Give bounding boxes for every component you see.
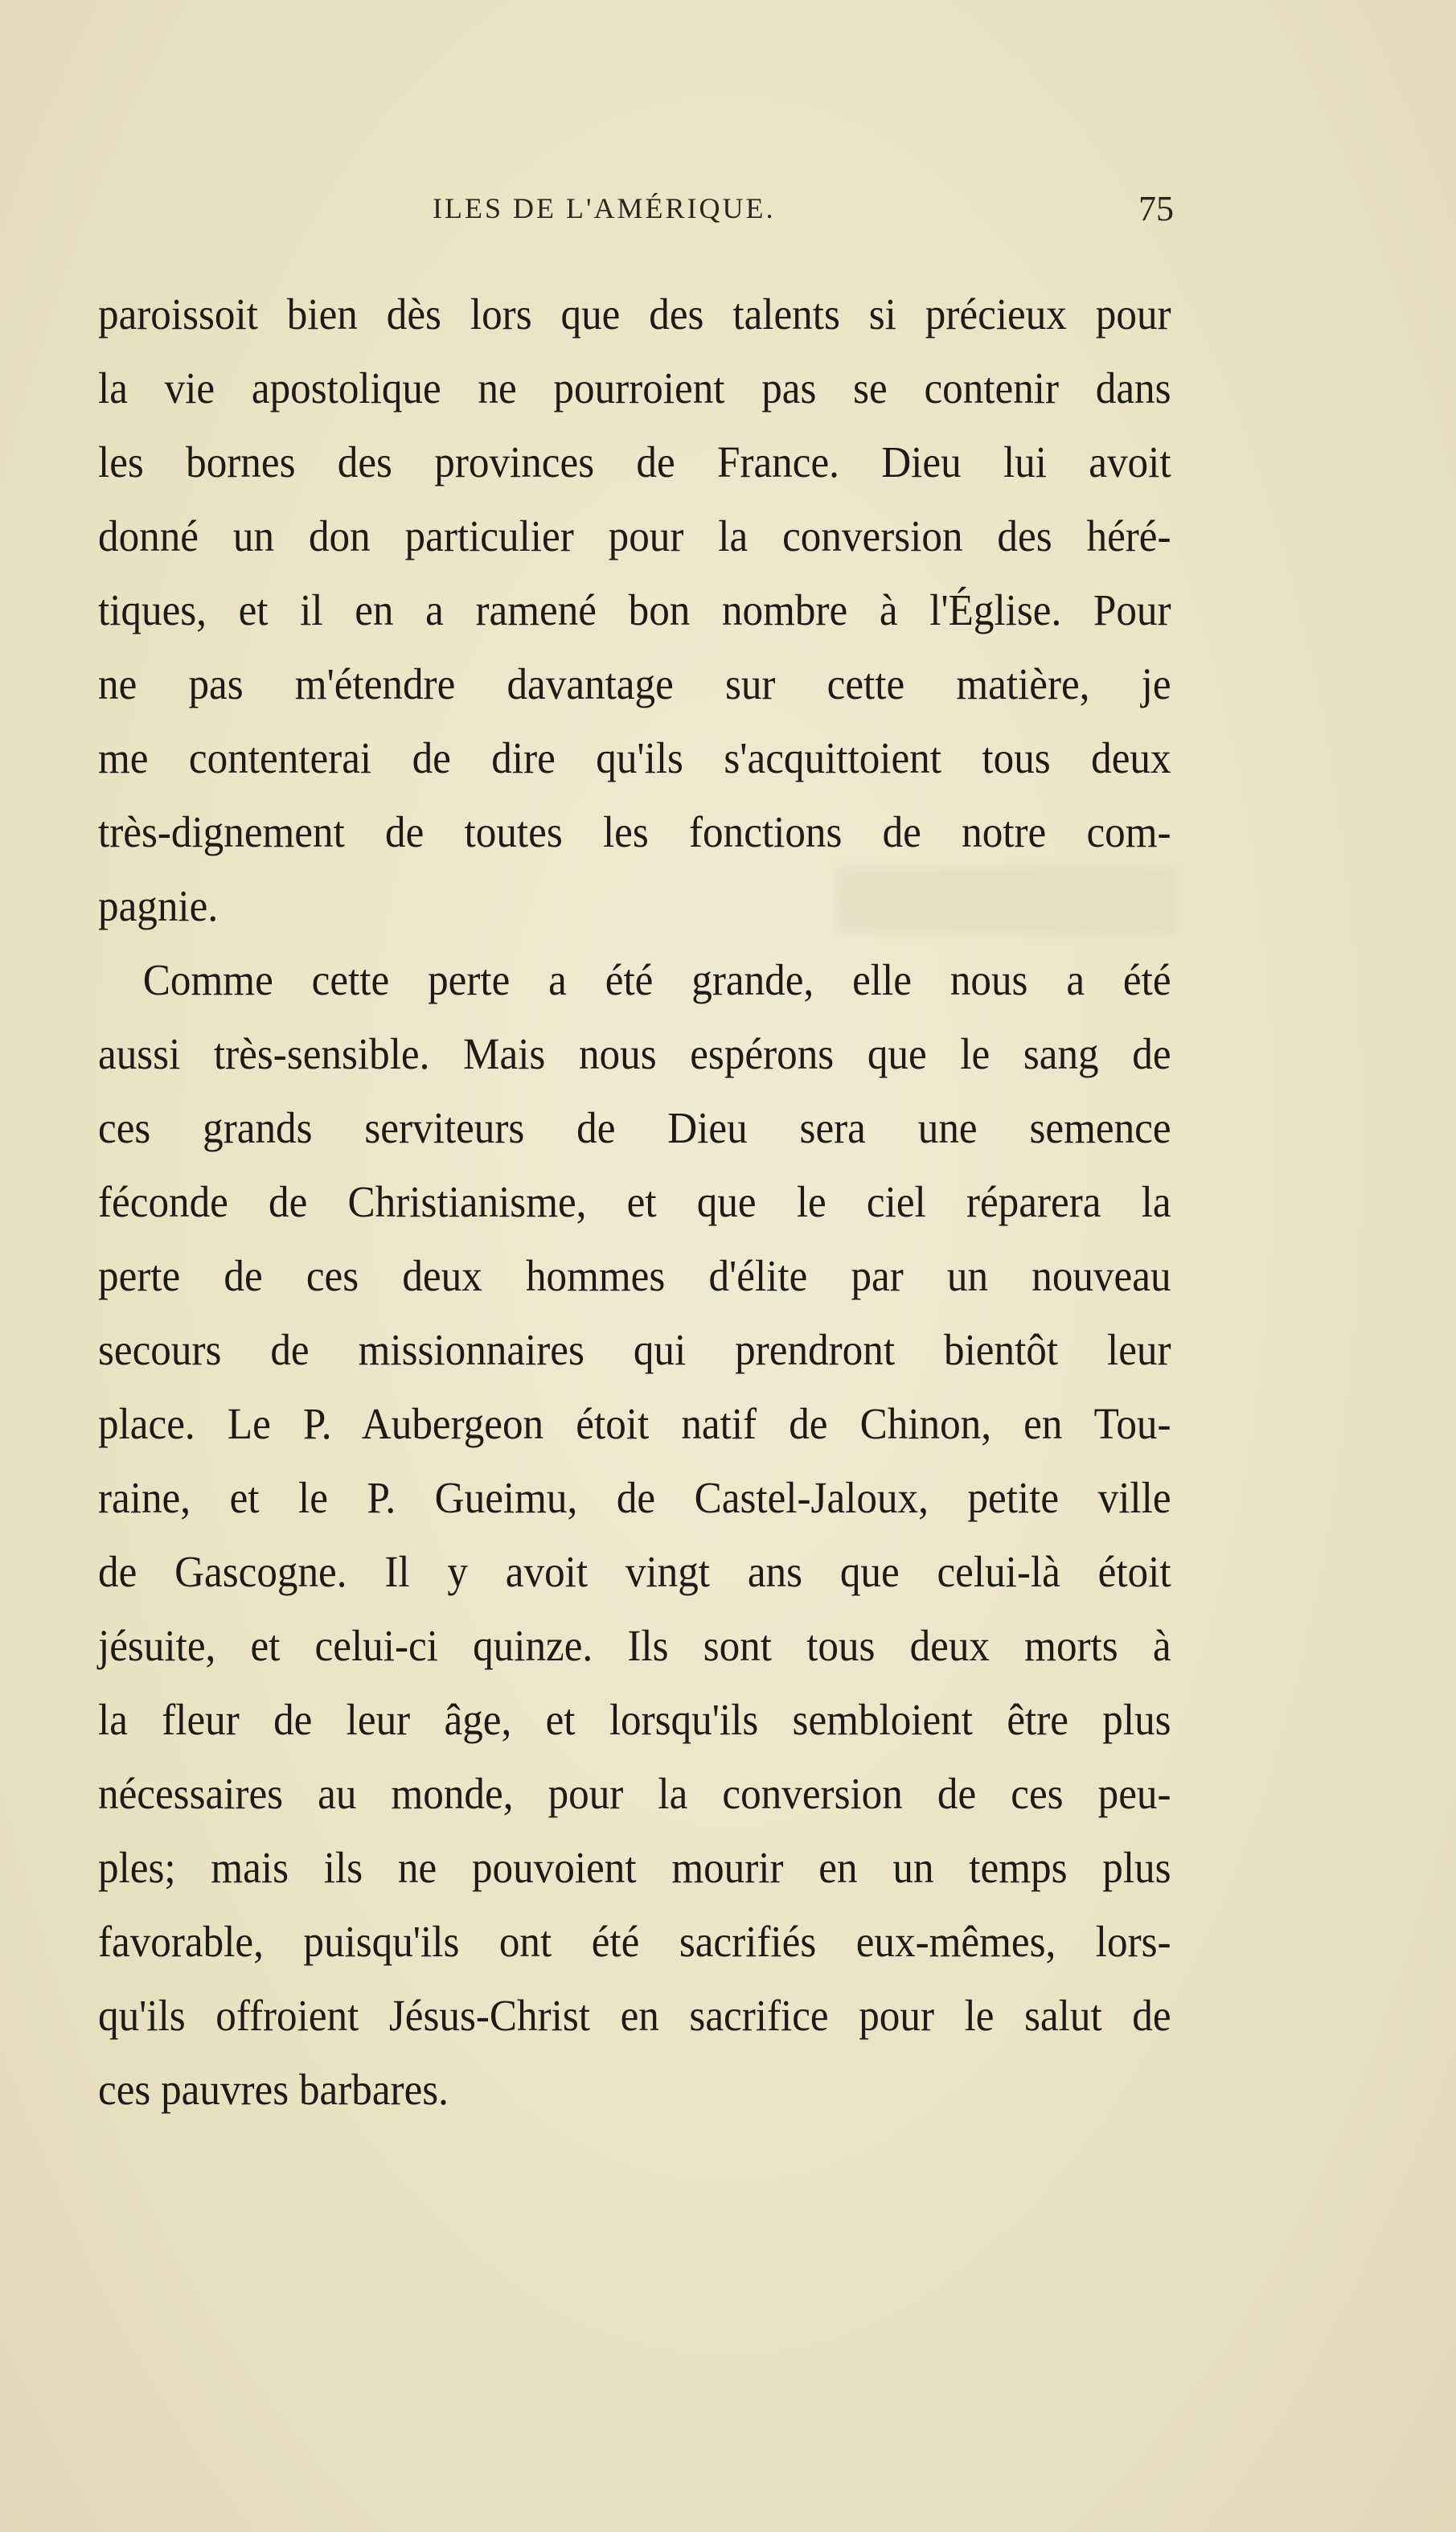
- running-head: [80, 191, 1190, 240]
- text-line: favorable, puisqu'ils ont été sacrifiés eux-mêmes, lors-: [98, 1917, 1171, 1966]
- page-number: 75: [1138, 189, 1174, 228]
- text-line: très-dignement de toutes les fonctions de notre com-: [98, 807, 1171, 856]
- text-line: de Gascogne. Il y avoit vingt ans que celui-là étoit: [98, 1547, 1171, 1596]
- text-line: ples; mais ils ne pouvoient mourir en un temps plus: [98, 1843, 1171, 1892]
- text-line: me contenterai de dire qu'ils s'acquittoient tous deux: [98, 733, 1171, 782]
- text-line: perte de ces deux hommes d'élite par un nouveau: [98, 1251, 1171, 1300]
- text-line: place. Le P. Aubergeon étoit natif de Chinon, en Tou-: [98, 1399, 1171, 1448]
- text-line: la fleur de leur âge, et lorsqu'ils sembloient être plus: [98, 1695, 1171, 1744]
- text-line: donné un don particulier pour la conversion des héré-: [98, 511, 1171, 560]
- running-title: ILES DE L'AMÉRIQUE.: [433, 192, 776, 224]
- text-line: les bornes des provinces de France. Dieu lui avoit: [98, 437, 1171, 486]
- text-line: tiques, et il en a ramené bon nombre à l'Église. Pour: [98, 585, 1171, 634]
- text-line: secours de missionnaires qui prendront bientôt leur: [98, 1325, 1171, 1374]
- text-line: raine, et le P. Gueimu, de Castel-Jaloux, petite ville: [98, 1473, 1171, 1522]
- text-line: féconde de Christianisme, et que le ciel réparera la: [98, 1177, 1171, 1226]
- text-line: qu'ils offroient Jésus-Christ en sacrifice pour le salut de: [98, 1991, 1171, 2040]
- text-line: pagnie.: [98, 881, 219, 930]
- text-line: la vie apostolique ne pourroient pas se contenir dans: [98, 363, 1171, 412]
- text-line: nécessaires au monde, pour la conversion de ces peu-: [98, 1769, 1171, 1818]
- body-text: [98, 277, 1171, 2127]
- text-line: jésuite, et celui-ci quinze. Ils sont tous deux morts à: [98, 1621, 1171, 1670]
- text-line: ces grands serviteurs de Dieu sera une semence: [98, 1103, 1171, 1152]
- text-line: aussi très-sensible. Mais nous espérons que le sang de: [98, 1029, 1171, 1078]
- text-line: Comme cette perte a été grande, elle nous a été: [142, 955, 1171, 1004]
- text-line: paroissoit bien dès lors que des talents si précieux pour: [98, 289, 1171, 339]
- text-line: ces pauvres barbares.: [98, 2065, 449, 2114]
- text-line: ne pas m'étendre davantage sur cette matière, je: [98, 659, 1171, 708]
